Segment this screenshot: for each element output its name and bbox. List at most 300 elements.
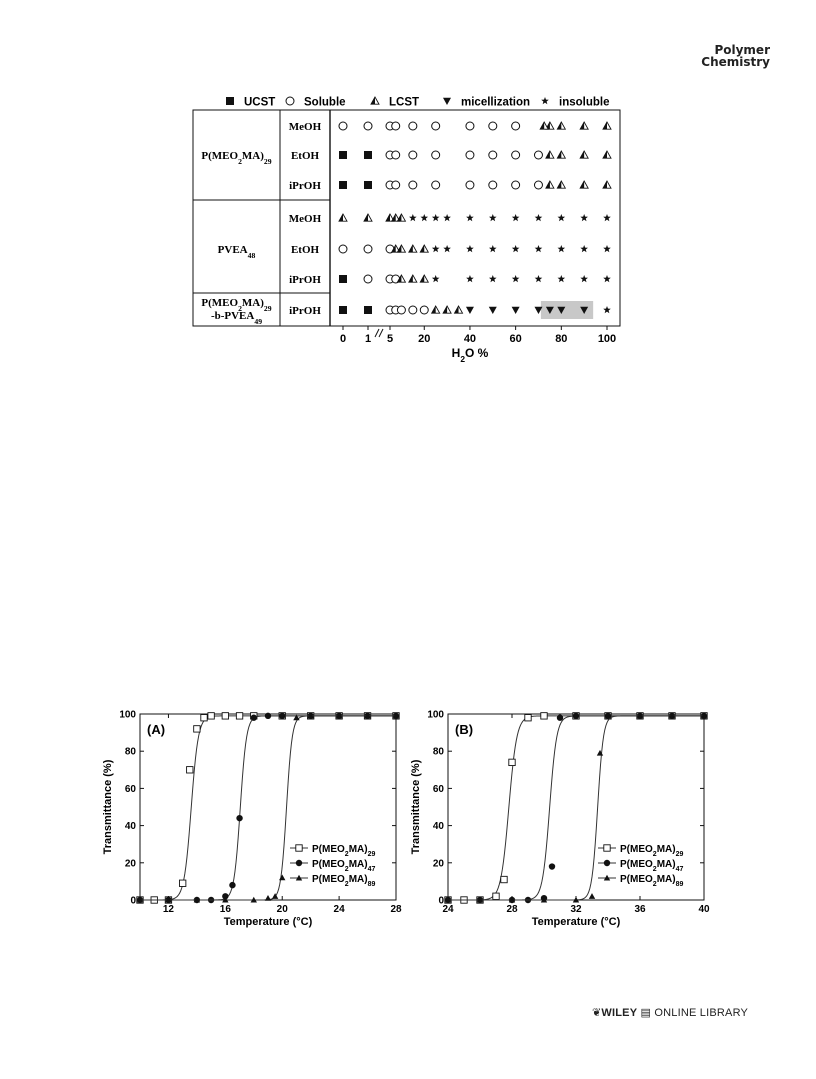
star-mark [432, 214, 440, 221]
y-axis-title: Transmittance (%) [102, 759, 114, 855]
solvent-label: MeOH [288, 213, 322, 225]
state-point [432, 214, 440, 221]
triangle-down-mark [512, 307, 520, 314]
x-tick-label: 5 [386, 333, 394, 345]
state-point [489, 307, 497, 314]
x-tick-label: 16 [219, 904, 231, 915]
x-axis-title: Temperature (°C) [531, 916, 621, 928]
polymer-name: $P(MEO_2MA)_{29}$ [201, 150, 272, 166]
state-point [443, 214, 451, 221]
state-point [443, 306, 451, 313]
state-point [535, 275, 543, 282]
square-mark [339, 151, 347, 159]
star-mark [409, 214, 417, 221]
circle-mark [409, 151, 417, 159]
state-point [409, 181, 417, 189]
state-point [409, 122, 417, 130]
circle-mark [573, 713, 579, 719]
legend-label: micellization [461, 96, 531, 109]
state-point [364, 214, 372, 221]
circle-mark [466, 122, 474, 130]
state-point [489, 245, 497, 252]
star-mark [558, 245, 566, 252]
legend-symbol [541, 97, 549, 104]
state-point [580, 122, 588, 129]
square-mark [179, 880, 185, 886]
square-mark [339, 275, 347, 283]
state-point [420, 306, 428, 314]
state-point [364, 181, 372, 189]
circle-mark [409, 181, 417, 189]
state-point [409, 306, 417, 314]
transmittance-chart-a [100, 700, 406, 942]
polymer-name: $PVEA_{48}$ [217, 244, 256, 260]
legend-label: $P(MEO_2MA)_{89}$ [620, 874, 684, 888]
data-point [222, 713, 228, 719]
x-tick-label: 80 [555, 333, 568, 345]
star-mark [432, 245, 440, 252]
state-point [409, 151, 417, 159]
square-mark [364, 306, 372, 314]
triangle-half-fill [432, 306, 436, 313]
data-point [251, 715, 257, 721]
star-mark [466, 245, 474, 252]
circle-mark [397, 306, 405, 314]
phase-table [193, 110, 620, 326]
state-point [455, 306, 463, 313]
state-point [512, 214, 520, 221]
square-mark [226, 97, 234, 105]
x-tick-label: 24 [333, 904, 345, 915]
state-point [489, 122, 497, 130]
data-point [187, 767, 193, 773]
circle-mark [296, 860, 302, 866]
star-mark [489, 214, 497, 221]
data-point [509, 759, 515, 765]
star-mark [512, 245, 520, 252]
state-point [443, 245, 451, 252]
polymer-group [201, 121, 611, 192]
x-tick-label: 12 [162, 904, 175, 915]
solvent-label: iPrOH [289, 305, 321, 317]
circle-mark [420, 306, 428, 314]
circle-mark [392, 151, 400, 159]
state-point [546, 151, 554, 158]
solvent-label: MeOH [288, 121, 322, 133]
triangle-half-fill [443, 306, 447, 313]
publisher-footer [592, 1006, 748, 1019]
x-tick-label: 36 [634, 904, 646, 915]
state-point [364, 275, 372, 283]
data-point [208, 713, 214, 719]
triangle-half-fill [409, 275, 413, 282]
legend-label: $P(MEO_2MA)_{29}$ [312, 844, 376, 858]
circle-mark [339, 245, 347, 253]
legend-symbol [226, 97, 234, 105]
state-point [580, 181, 588, 188]
star-mark [443, 245, 451, 252]
data-point [179, 880, 185, 886]
x-tick-label: 28 [506, 904, 518, 915]
star-mark [603, 245, 611, 252]
polymer-group [218, 213, 611, 286]
data-point [493, 893, 499, 899]
circle-mark [236, 815, 242, 821]
square-mark [501, 876, 507, 882]
journal-name-line2: Chemistry [701, 55, 770, 69]
star-mark [466, 275, 474, 282]
state-point [392, 122, 400, 130]
state-point [534, 181, 542, 189]
state-point [557, 151, 565, 158]
data-point [201, 715, 207, 721]
state-point [489, 214, 497, 221]
circle-mark [364, 122, 372, 130]
data-point [573, 713, 579, 719]
square-mark [236, 713, 242, 719]
star-mark [558, 275, 566, 282]
solvent-row [289, 121, 611, 133]
state-point [489, 151, 497, 159]
square-mark [509, 759, 515, 765]
square-mark [364, 181, 372, 189]
state-point [512, 275, 520, 282]
state-point [603, 122, 611, 129]
legend-item [286, 97, 346, 109]
state-point [558, 275, 566, 282]
x-tick-label: 40 [463, 333, 477, 345]
state-point [557, 122, 565, 129]
state-point [420, 214, 428, 221]
square-mark [187, 767, 193, 773]
circle-mark [432, 181, 440, 189]
triangle-half-fill [420, 275, 424, 282]
state-point [432, 275, 440, 282]
circle-mark [489, 151, 497, 159]
square-mark [222, 713, 228, 719]
star-mark [512, 275, 520, 282]
data-point [557, 715, 563, 721]
y-tick-label: 100 [427, 709, 444, 721]
square-mark [339, 306, 347, 314]
y-tick-label: 60 [432, 783, 444, 795]
solvent-row [289, 213, 611, 225]
star-mark [558, 214, 566, 221]
library-name: ONLINE LIBRARY [654, 1007, 749, 1019]
state-point [432, 122, 440, 130]
circle-mark [549, 863, 555, 869]
star-mark [535, 245, 543, 252]
triangle-down-mark [466, 307, 474, 314]
polymer-name: $-b-PVEA_{49}$ [210, 310, 263, 326]
star-mark [535, 275, 543, 282]
plot-frame [448, 714, 704, 900]
data-point [229, 882, 235, 888]
square-mark [201, 715, 207, 721]
circle-mark [286, 97, 294, 105]
state-point [339, 122, 347, 130]
state-point [339, 151, 347, 159]
star-mark [603, 275, 611, 282]
legend-label: $P(MEO_2MA)_{47}$ [620, 859, 684, 873]
data-point [549, 863, 555, 869]
state-point [580, 275, 588, 282]
star-mark [512, 214, 520, 221]
legend-label: Soluble [304, 96, 346, 109]
state-point [603, 214, 611, 221]
legend-symbol [443, 98, 451, 105]
x-axis-title: Temperature (°C) [223, 916, 313, 928]
state-point [420, 275, 428, 282]
solvent-row [289, 274, 611, 286]
axis-break [375, 329, 379, 337]
library-icon: ▤ [640, 1007, 652, 1019]
x-tick-label: 28 [390, 904, 402, 915]
journal-name-line1: Polymer [714, 43, 770, 57]
legend-symbol [296, 845, 302, 851]
legend-item [541, 97, 609, 109]
circle-mark [251, 715, 257, 721]
y-tick-label: 20 [432, 858, 444, 870]
triangle-half-fill [546, 181, 550, 188]
state-point [409, 214, 417, 221]
x-tick-label: 20 [418, 333, 431, 345]
state-point [603, 275, 611, 282]
y-axis-title: Transmittance (%) [410, 759, 422, 855]
circle-mark [392, 181, 400, 189]
state-point [392, 181, 400, 189]
state-point [580, 245, 588, 252]
square-mark [364, 151, 372, 159]
legend-symbol [286, 97, 294, 105]
state-point [432, 181, 440, 189]
state-point [409, 275, 417, 282]
state-point [339, 275, 347, 283]
triangle-half-fill [546, 151, 550, 158]
state-point [364, 151, 372, 159]
y-tick-label: 40 [432, 821, 444, 833]
data-point [525, 715, 531, 721]
circle-mark [466, 151, 474, 159]
x-tick-label: 100 [597, 333, 617, 345]
transmittance-chart-b [408, 700, 714, 942]
state-point [397, 214, 405, 221]
y-tick-label: 80 [432, 746, 444, 758]
x-tick-label: 60 [509, 333, 522, 345]
circle-mark [557, 715, 563, 721]
state-point [603, 151, 611, 158]
solvent-label: EtOH [290, 244, 320, 256]
y-tick-label: 80 [124, 746, 136, 758]
state-point [397, 306, 405, 314]
state-point [466, 151, 474, 159]
state-point [364, 122, 372, 130]
y-tick-label: 100 [119, 709, 136, 721]
state-point [466, 307, 474, 314]
circle-mark [489, 181, 497, 189]
wiley-logo-icon: ❦ [592, 1007, 602, 1019]
legend-symbol [371, 97, 379, 104]
state-point [512, 122, 520, 130]
square-mark [541, 713, 547, 719]
legend-item [443, 97, 530, 109]
legend-label: $P(MEO_2MA)_{29}$ [620, 844, 684, 858]
solvent-label: EtOH [290, 150, 320, 162]
state-point [534, 151, 542, 159]
state-point [489, 181, 497, 189]
state-point [432, 151, 440, 159]
state-point [512, 245, 520, 252]
star-mark [603, 214, 611, 221]
state-point [466, 214, 474, 221]
circle-mark [339, 122, 347, 130]
phase-x-axis [340, 326, 616, 364]
square-mark [339, 181, 347, 189]
circle-mark [392, 122, 400, 130]
triangle-down-mark [489, 307, 497, 314]
table-border [193, 110, 620, 326]
star-mark [420, 214, 428, 221]
solvent-row [289, 180, 611, 192]
state-point [364, 306, 372, 314]
circle-mark [364, 275, 372, 283]
state-point [339, 214, 347, 221]
circle-mark [466, 181, 474, 189]
triangle-half-fill [455, 306, 459, 313]
data-point [541, 713, 547, 719]
legend-label: UCST [244, 96, 276, 109]
state-point [603, 245, 611, 252]
circle-mark [432, 122, 440, 130]
state-point [432, 306, 440, 313]
circle-mark [512, 151, 520, 159]
star-mark [443, 214, 451, 221]
x-axis-title: $H_2O$ % [451, 346, 489, 364]
x-tick-label: 40 [698, 904, 710, 915]
state-point [580, 151, 588, 158]
data-point [265, 713, 271, 719]
star-mark [466, 214, 474, 221]
y-tick-label: 40 [124, 821, 136, 833]
legend-label: LCST [389, 96, 420, 109]
state-point [535, 214, 543, 221]
data-point [194, 726, 200, 732]
star-mark [580, 214, 588, 221]
state-point [432, 245, 440, 252]
y-tick-label: 20 [124, 858, 136, 870]
square-mark [525, 715, 531, 721]
data-point [501, 876, 507, 882]
state-point [409, 245, 417, 252]
state-point [466, 245, 474, 252]
state-point [540, 122, 548, 129]
legend-label: $P(MEO_2MA)_{47}$ [312, 859, 376, 873]
state-point [546, 181, 554, 188]
circle-mark [512, 122, 520, 130]
journal-name [701, 44, 770, 68]
star-mark [580, 245, 588, 252]
y-tick-label: 60 [124, 783, 136, 795]
data-point [236, 815, 242, 821]
data-point [236, 713, 242, 719]
phase-diagram-figure [190, 88, 630, 368]
square-mark [493, 893, 499, 899]
x-tick-label: 24 [442, 904, 454, 915]
y-tick-label: 0 [130, 895, 136, 907]
triangle-down-mark [443, 98, 451, 105]
x-tick-label: 20 [276, 904, 288, 915]
circle-mark [604, 860, 610, 866]
state-point [558, 245, 566, 252]
publisher-name: WILEY [601, 1007, 638, 1019]
solvent-label: iPrOH [289, 274, 321, 286]
star-mark [580, 275, 588, 282]
circle-mark [432, 151, 440, 159]
state-point [580, 214, 588, 221]
state-point [489, 275, 497, 282]
star-mark [489, 245, 497, 252]
legend-symbol [296, 860, 302, 866]
star-mark [603, 306, 611, 313]
state-point [557, 181, 565, 188]
state-point [512, 307, 520, 314]
circle-mark [229, 882, 235, 888]
x-tick-label: 0 [339, 333, 347, 345]
circle-mark [364, 245, 372, 253]
square-mark [604, 845, 610, 851]
square-mark [194, 726, 200, 732]
state-point [420, 245, 428, 252]
solvent-row [291, 150, 611, 162]
legend-symbol [604, 845, 610, 851]
solvent-row [291, 244, 611, 256]
circle-mark [534, 151, 542, 159]
legend-label: $P(MEO_2MA)_{89}$ [312, 874, 376, 888]
square-mark [208, 713, 214, 719]
state-point [339, 245, 347, 253]
state-point [466, 275, 474, 282]
x-tick-label: 32 [570, 904, 582, 915]
state-point [558, 214, 566, 221]
y-tick-label: 0 [438, 895, 444, 907]
state-point [364, 245, 372, 253]
legend-label: insoluble [559, 96, 610, 109]
star-mark [432, 275, 440, 282]
state-point [466, 181, 474, 189]
star-mark [489, 275, 497, 282]
legend-item [226, 97, 275, 109]
state-point [339, 306, 347, 314]
circle-mark [534, 181, 542, 189]
state-point [603, 306, 611, 313]
state-point [512, 181, 520, 189]
data-point [279, 713, 285, 719]
solvent-label: iPrOH [289, 180, 321, 192]
state-point [466, 122, 474, 130]
circle-mark [409, 122, 417, 130]
star-mark [541, 97, 549, 104]
state-point [512, 151, 520, 159]
state-point [397, 245, 405, 252]
state-point [603, 181, 611, 188]
phase-legend [226, 97, 609, 109]
state-point [535, 245, 543, 252]
star-mark [535, 214, 543, 221]
panel-label: (A) [147, 722, 166, 737]
panel-label: (B) [455, 722, 474, 737]
square-mark [296, 845, 302, 851]
circle-mark [265, 713, 271, 719]
